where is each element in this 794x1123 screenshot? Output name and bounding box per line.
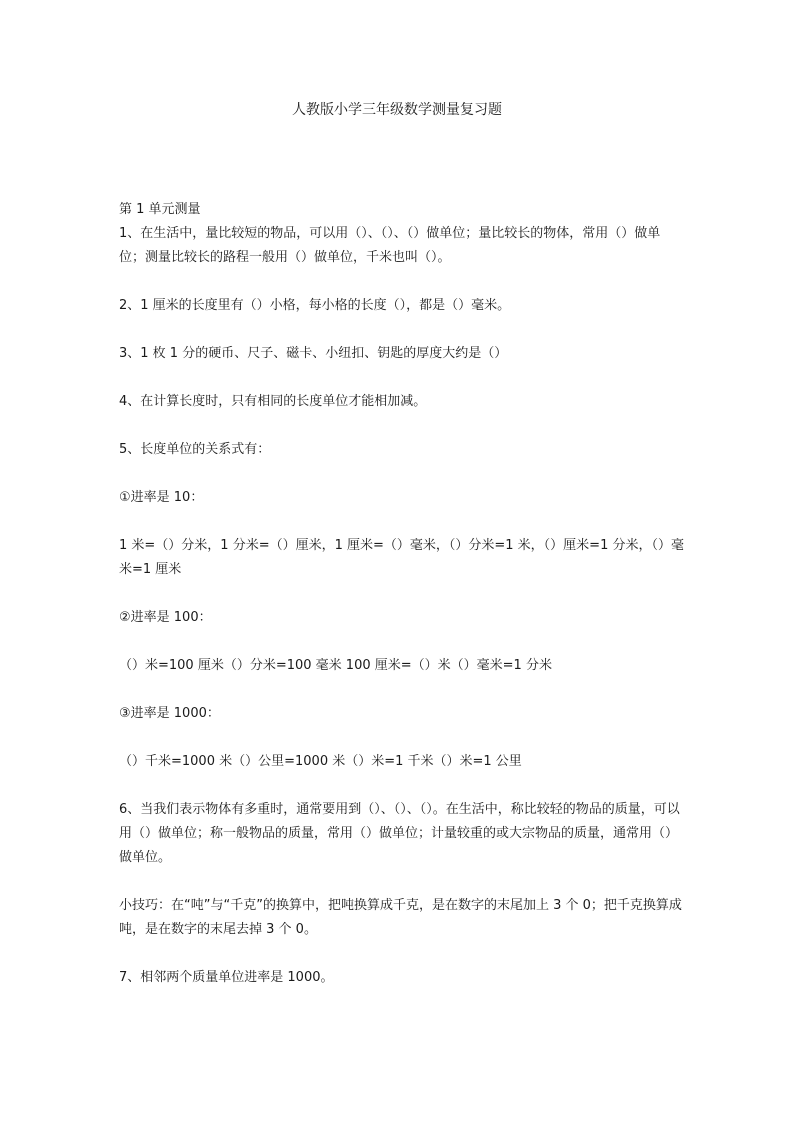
tip-paragraph: 小技巧：在“吨”与“千克”的换算中，把吨换算成千克，是在数字的末尾加上 3 个 0；把千克换算成吨，是在数字的末尾去掉 3 个 0。 bbox=[119, 898, 682, 937]
document-title: 人教版小学三年级数学测量复习题 bbox=[292, 102, 502, 118]
question-1: 1、在生活中，量比较短的物品，可以用（）、（）、（）做单位；量比较长的物体，常用（）做单位；测量比较长的路程一般用（）做单位，千米也叫（）。 bbox=[119, 226, 661, 265]
rate-10-heading: ①进率是 10： bbox=[119, 490, 204, 505]
question-3: 3、1 枚 1 分的硬币、尺子、磁卡、小纽扣、钥匙的厚度大约是（） bbox=[119, 346, 508, 361]
document-body bbox=[119, 198, 684, 990]
question-7: 7、相邻两个质量单位进率是 1000。 bbox=[119, 970, 334, 985]
question-5: 5、长度单位的关系式有： bbox=[119, 442, 271, 457]
rate-10-items: 1 米=（）分米，1 分米=（）厘米，1 厘米=（）毫米，（）分米=1 米，（）厘米=1 分米，（）毫米=1 厘米 bbox=[119, 538, 684, 577]
unit-heading: 第 1 单元测量 bbox=[119, 202, 201, 217]
question-4: 4、在计算长度时，只有相同的长度单位才能相加减。 bbox=[119, 394, 427, 409]
rate-100-items: （）米=100 厘米（）分米=100 毫米 100 厘米=（）米（）毫米=1 分米 bbox=[119, 658, 552, 673]
rate-100-heading: ②进率是 100： bbox=[119, 610, 212, 625]
rate-1000-heading: ③进率是 1000： bbox=[119, 706, 220, 721]
rate-1000-items: （）千米=1000 米（）公里=1000 米（）米=1 千米（）米=1 公里 bbox=[119, 754, 522, 769]
question-6: 6、当我们表示物体有多重时，通常要用到（）、（）、（）。在生活中，称比较轻的物品的质量，可以用（）做单位；称一般物品的质量，常用（）做单位；计量较重的或大宗物品的质量，通常用（）做单位。 bbox=[119, 802, 680, 865]
question-2: 2、1 厘米的长度里有（）小格，每小格的长度（），都是（）毫米。 bbox=[119, 298, 511, 313]
